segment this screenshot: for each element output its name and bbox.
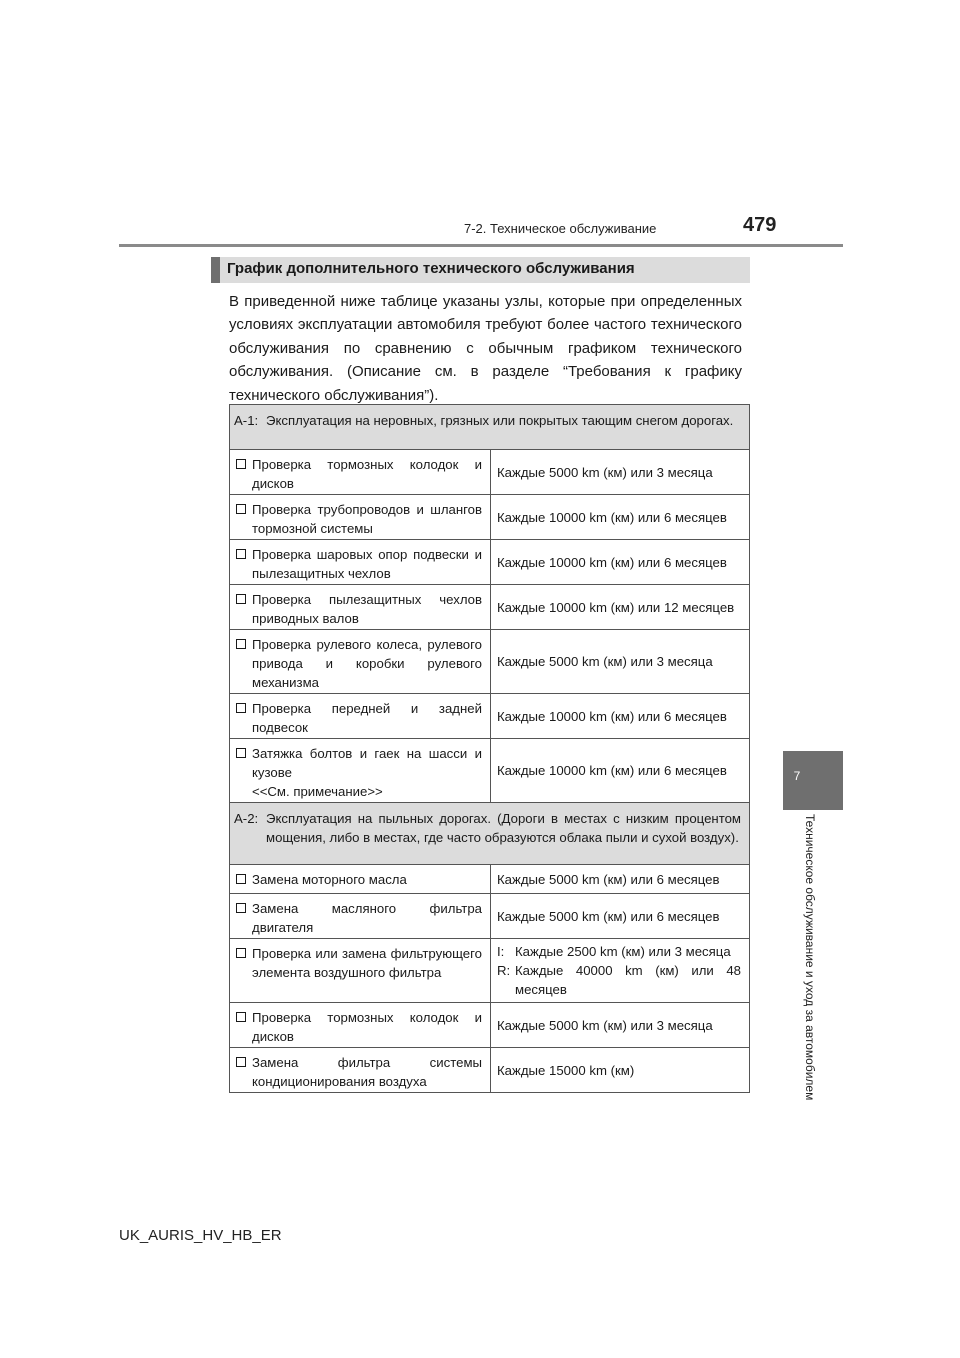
- interval-cell: [491, 450, 749, 494]
- item-cell: [230, 865, 491, 893]
- interval-text: Каждые 5000 km (км) или 6 месяцев: [497, 871, 720, 887]
- table-row: [229, 630, 750, 694]
- item-cell: [230, 1048, 491, 1092]
- item-text: Проверка трубопроводов и шлангов тормозной системы: [252, 502, 482, 536]
- interval-cell: [491, 939, 749, 1002]
- chapter-number: 7: [793, 769, 801, 783]
- interval-code: R:: [497, 963, 511, 978]
- item-cell: [230, 939, 491, 1002]
- item-text: Замена фильтра системы кондиционирования воздуха: [252, 1055, 482, 1089]
- section-heading-accent: [211, 257, 220, 283]
- table-row: [229, 939, 750, 1003]
- checkbox-icon: [236, 639, 246, 649]
- item-text: Проверка или замена фильтрующего элемента воздушного фильтра: [252, 946, 482, 980]
- table-row: [229, 540, 750, 585]
- chapter-tab: [783, 751, 843, 810]
- interval-text: Каждые 10000 km (км) или 6 месяцев: [497, 708, 727, 724]
- interval-text: Каждые 10000 km (км) или 6 месяцев: [497, 763, 727, 778]
- checkbox-icon: [236, 903, 246, 913]
- item-cell: [230, 1003, 491, 1047]
- table-row: [229, 1048, 750, 1093]
- table-row: [229, 694, 750, 739]
- interval-cell: [491, 495, 749, 539]
- item-text: Проверка рулевого колеса, рулевого привода и коробки рулевого механизма: [252, 637, 482, 690]
- note-reference: <<См. примечание>>: [252, 784, 383, 799]
- maintenance-table: [229, 404, 750, 1093]
- checkbox-icon: [236, 459, 246, 469]
- item-text: Проверка пылезащитных чехлов приводных валов: [252, 592, 482, 626]
- interval-text: Каждые 10000 km (км) или 12 месяцев: [497, 599, 735, 615]
- item-text: Проверка тормозных колодок и дисков: [252, 457, 482, 491]
- item-cell: [230, 540, 491, 584]
- page-number: 479: [743, 214, 777, 236]
- item-cell: [230, 630, 491, 693]
- condition-text: Эксплуатация на пыльных дорогах. (Дороги в местах с низким процентом мощения, либо в местах, где часто образуются облака пыли и сухой воздух).: [266, 811, 741, 845]
- table-row: [229, 1003, 750, 1048]
- condition-row-a1: [229, 405, 750, 450]
- interval-cell: [491, 585, 749, 629]
- interval-text: Каждые 10000 km (км) или 6 месяцев: [497, 509, 727, 525]
- interval-text: Каждые 10000 km (км) или 6 месяцев: [497, 554, 727, 570]
- checkbox-icon: [236, 703, 246, 713]
- condition-text: Эксплуатация на неровных, грязных или покрытых тающим снегом дорогах.: [266, 413, 734, 428]
- item-cell: [230, 739, 491, 802]
- item-text: Проверка передней и задней подвесок: [252, 701, 482, 735]
- header-divider: [119, 244, 843, 247]
- interval-cell: [491, 739, 749, 802]
- interval-cell: [491, 1003, 749, 1047]
- interval-text: Каждые 40000 km (км) или 48 месяцев: [515, 963, 741, 997]
- checkbox-icon: [236, 874, 246, 884]
- checkbox-icon: [236, 504, 246, 514]
- item-text: Замена масляного фильтра двигателя: [252, 901, 482, 935]
- table-row: [229, 739, 750, 803]
- table-row: [229, 865, 750, 894]
- interval-text: Каждые 2500 km (км) или 3 месяца: [515, 944, 731, 959]
- intro-paragraph: В приведенной ниже таблице указаны узлы, которые при определенных условиях эксплуатации автомобиля требуют более частого технического обслуживания по сравнению с обычным графиком технического обслуживания. (Описание см. в разделе “Требования к графику технического обслуживания”).: [229, 293, 742, 404]
- item-cell: [230, 450, 491, 494]
- interval-text: Каждые 5000 km (км) или 3 месяца: [497, 654, 713, 669]
- item-cell: [230, 894, 491, 938]
- interval-text: Каждые 5000 km (км) или 3 месяца: [497, 1017, 713, 1033]
- section-heading-bar: [211, 257, 750, 283]
- table-row: [229, 450, 750, 495]
- condition-code: А-2:: [234, 811, 259, 826]
- interval-code: I:: [497, 944, 505, 959]
- checkbox-icon: [236, 1057, 246, 1067]
- header-section-title: 7-2. Техническое обслуживание: [464, 221, 657, 236]
- table-row: [229, 585, 750, 630]
- table-row: [229, 894, 750, 939]
- interval-replace: [497, 961, 741, 999]
- interval-cell: [491, 630, 749, 693]
- interval-cell: [491, 694, 749, 738]
- checkbox-icon: [236, 594, 246, 604]
- interval-cell: [491, 540, 749, 584]
- item-cell: [230, 495, 491, 539]
- interval-text: Каждые 5000 km (км) или 3 месяца: [497, 464, 713, 480]
- interval-cell: [491, 1048, 749, 1092]
- section-title: График дополнительного технического обслуживания: [227, 260, 635, 277]
- table-row: [229, 495, 750, 540]
- interval-text: Каждые 15000 km (км): [497, 1062, 635, 1078]
- checkbox-icon: [236, 1012, 246, 1022]
- item-text: Затяжка болтов и гаек на шасси и кузове: [252, 746, 482, 780]
- interval-cell: [491, 894, 749, 938]
- item-text: Проверка шаровых опор подвески и пылезащитных чехлов: [252, 547, 482, 581]
- document-code: UK_AURIS_HV_HB_ER: [119, 1227, 282, 1244]
- item-cell: [230, 694, 491, 738]
- interval-list: [497, 942, 741, 999]
- interval-cell: [491, 865, 749, 893]
- checkbox-icon: [236, 748, 246, 758]
- item-text: Проверка тормозных колодок и дисков: [252, 1010, 482, 1044]
- checkbox-icon: [236, 549, 246, 559]
- interval-inspect: [497, 942, 741, 961]
- checkbox-icon: [236, 948, 246, 958]
- condition-code: А-1:: [234, 413, 259, 428]
- item-cell: [230, 585, 491, 629]
- chapter-title: Техническое обслуживание и уход за автомобилем: [803, 814, 817, 1101]
- item-text: Замена моторного масла: [252, 872, 407, 887]
- interval-text: Каждые 5000 km (км) или 6 месяцев: [497, 908, 720, 924]
- condition-row-a2: [229, 803, 750, 865]
